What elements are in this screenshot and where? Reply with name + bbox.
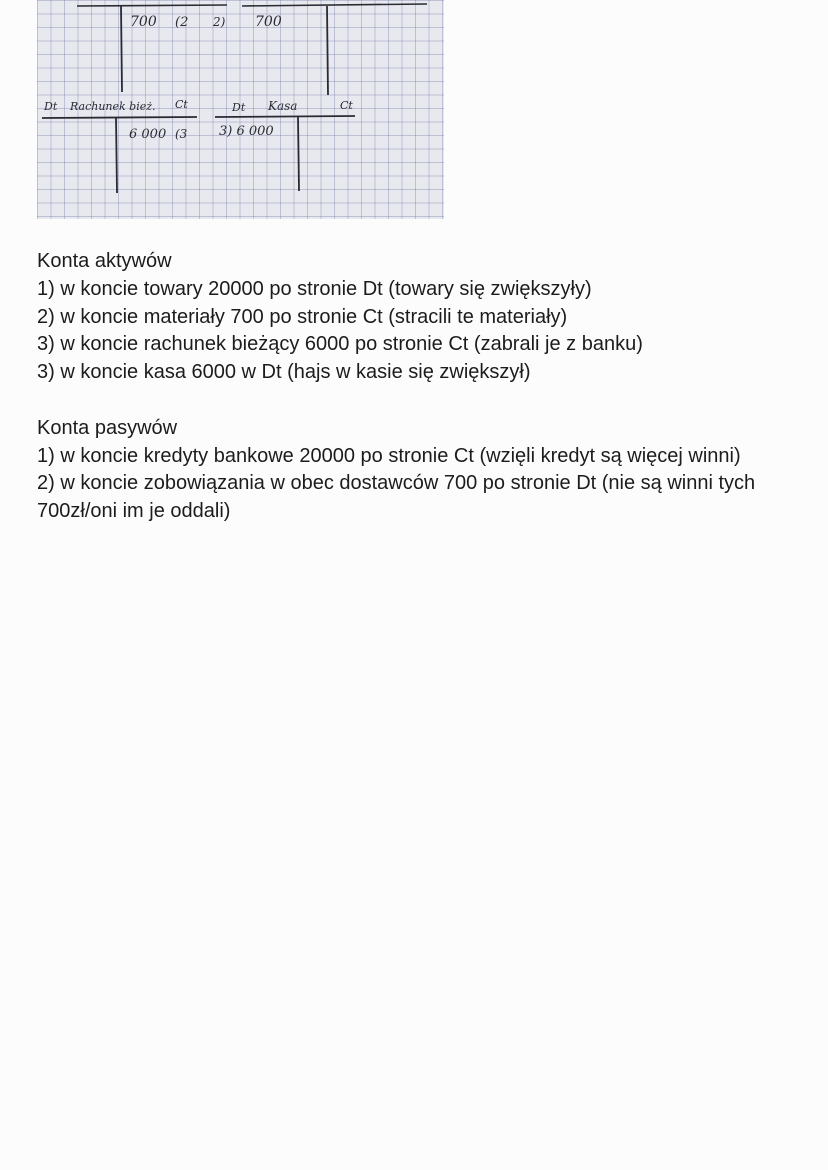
assets-item-4: 3) w koncie kasa 6000 w Dt (hajs w kasie się zwiększył) <box>37 361 531 384</box>
bottom-left-amount: 6 000 <box>129 127 167 142</box>
assets-item-1: 1) w koncie towary 20000 po stronie Dt (towary się zwiększyły) <box>37 277 592 300</box>
assets-heading: Konta aktywów <box>37 250 172 272</box>
liabilities-item-1: 1) w koncie kredyty bankowe 20000 po stronie Ct (wzięli kredyt są więcej winni) <box>37 444 741 467</box>
top-left-t-line <box>121 6 122 92</box>
ledger-photo <box>37 0 444 219</box>
bottom-left-account-name: Rachunek bież. <box>70 100 156 113</box>
liabilities-item-2: 2) w koncie zobowiązania w obec dostawców 700 po stronie Dt (nie są winni tych 700zł/oni im je oddali) <box>37 472 756 523</box>
liabilities-heading: Konta pasywów <box>37 416 178 439</box>
notes <box>37 248 797 526</box>
ledger-drawing <box>37 0 444 219</box>
top-left-marker: (2 <box>175 15 189 30</box>
top-right-header-line <box>242 4 427 6</box>
bottom-right-header-line <box>215 116 355 117</box>
bottom-right-account-name: Kasa <box>268 99 298 113</box>
bottom-left-header-line <box>42 117 197 118</box>
section-gap <box>37 387 797 415</box>
top-right-amount: 700 <box>255 14 282 30</box>
bottom-right-t-line <box>298 117 299 191</box>
assets-item-3: 3) w koncie rachunek bieżący 6000 po stronie Ct (zabrali je z banku) <box>37 333 643 356</box>
bottom-right-entry: 3) 6 000 <box>219 124 274 139</box>
assets-item-2: 2) w koncie materiały 700 po stronie Ct (stracili te materiały) <box>37 305 568 328</box>
bottom-left-dt: Dt <box>44 100 58 113</box>
bottom-left-t-line <box>116 117 117 193</box>
top-left-amount: 700 <box>130 14 157 30</box>
top-left-header-line <box>77 5 227 6</box>
top-right-marker: 2) <box>213 15 226 29</box>
bottom-right-ct: Ct <box>340 99 353 112</box>
bottom-left-marker: (3 <box>175 127 188 141</box>
bottom-right-dt: Dt <box>232 101 246 114</box>
bottom-left-ct: Ct <box>175 98 188 111</box>
top-right-t-line <box>327 6 328 95</box>
